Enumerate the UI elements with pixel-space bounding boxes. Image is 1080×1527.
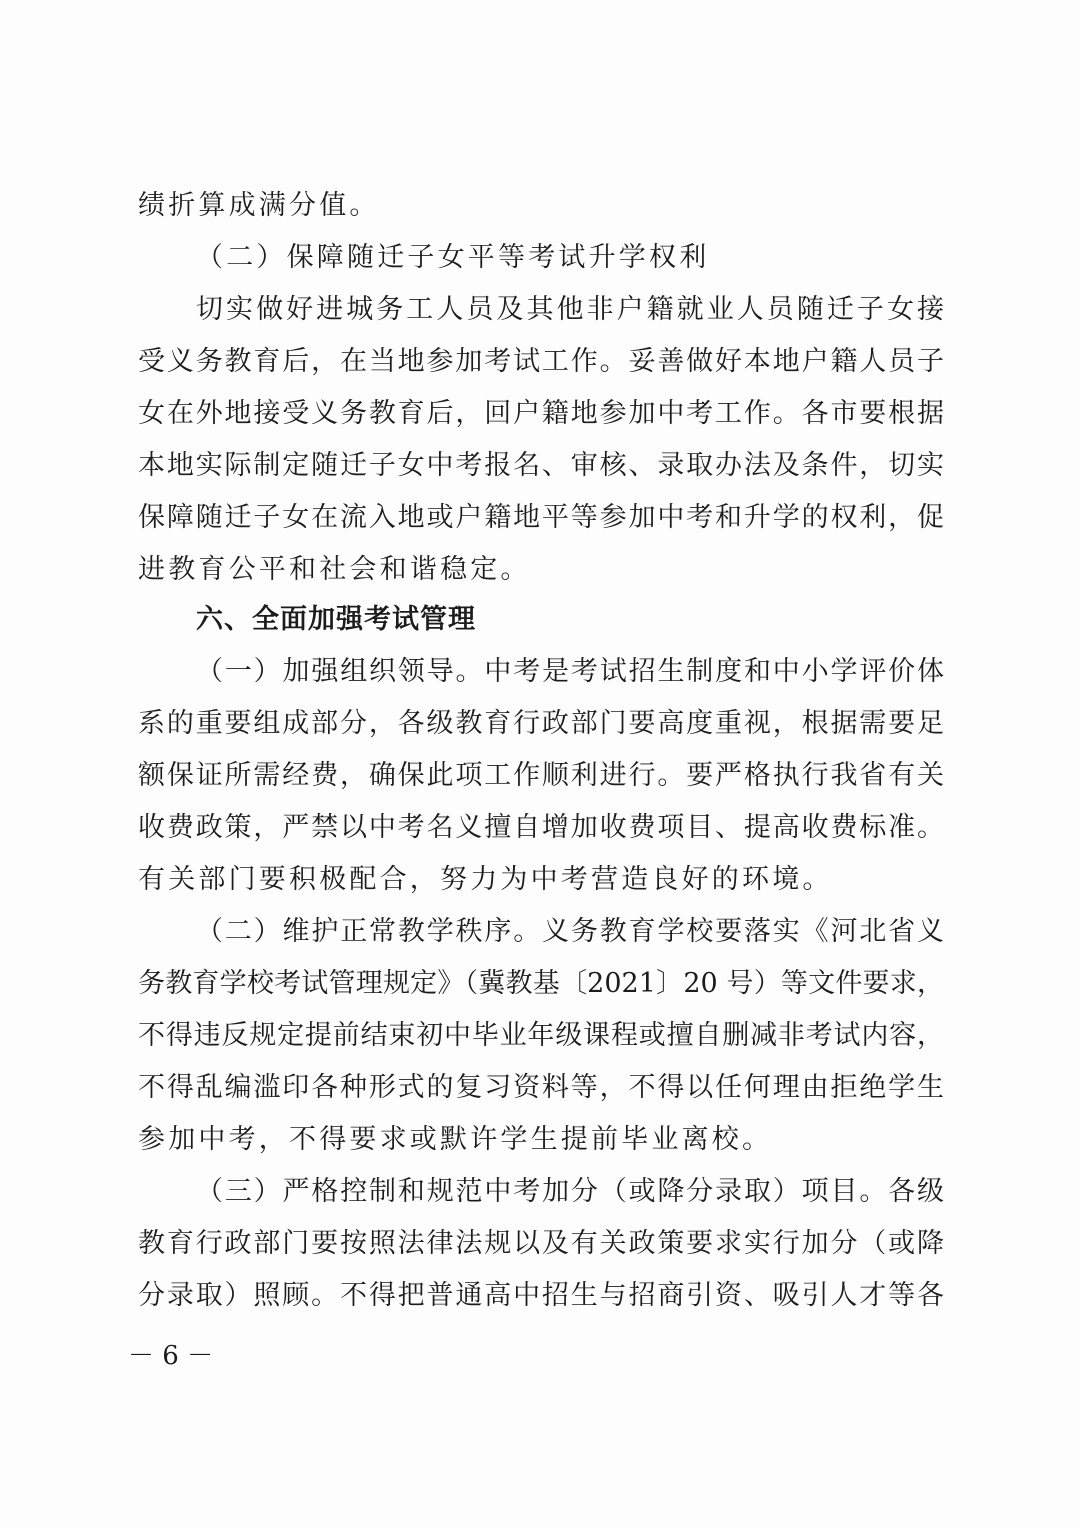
section-heading-6: 六、全面加强考试管理 [196,604,476,635]
body-line-22: 分录取）照顾。不得把普通高中招生与招商引资、吸引人才等各 [138,1280,944,1311]
subsection-heading-2: （二）保障随迁子女平等考试升学权利 [196,242,710,273]
body-line-21: 教育行政部门要按照法律法规以及有关政策要求实行加分（或降 [138,1228,944,1259]
body-line-13: 收费政策，严禁以中考名义擅自增加收费项目、提高收费标准。 [138,812,944,843]
body-line-7: 保障随迁子女在流入地或户籍地平等参加中考和升学的权利，促 [138,502,944,533]
body-line-6: 本地实际制定随迁子女中考报名、审核、录取办法及条件，切实 [138,450,944,481]
body-line-18: 不得乱编滥印各种形式的复习资料等，不得以任何理由拒绝学生 [138,1072,944,1103]
body-line-8: 进教育公平和社会和谐稳定。 [138,554,531,585]
body-line-17: 不得违反规定提前结束初中毕业年级课程或擅自删减非考试内容， [138,1020,944,1051]
body-line-19: 参加中考，不得要求或默许学生提前毕业离校。 [138,1124,773,1155]
page-number: － 6 － [128,1341,214,1371]
body-line-14: 有关部门要积极配合，努力为中考营造良好的环境。 [138,864,833,895]
body-line-20: （三）严格控制和规范中考加分（或降分录取）项目。各级 [196,1176,944,1207]
body-line-11: 系的重要组成部分，各级教育行政部门要高度重视，根据需要足 [138,708,944,739]
body-line-3: 切实做好进城务工人员及其他非户籍就业人员随迁子女接 [196,294,944,325]
body-line-4: 受义务教育后，在当地参加考试工作。妥善做好本地户籍人员子 [138,346,944,377]
body-line-12: 额保证所需经费，确保此项工作顺利进行。要严格执行我省有关 [138,760,944,791]
body-line-16: 务教育学校考试管理规定》（冀教基〔2021〕20 号）等文件要求， [138,968,944,999]
body-line-5: 女在外地接受义务教育后，回户籍地参加中考工作。各市要根据 [138,398,944,429]
body-line-10: （一）加强组织领导。中考是考试招生制度和中小学评价体 [196,656,944,687]
body-line-1: 绩折算成满分值。 [138,190,380,221]
body-line-15: （二）维护正常教学秩序。义务教育学校要落实《河北省义 [196,916,944,947]
